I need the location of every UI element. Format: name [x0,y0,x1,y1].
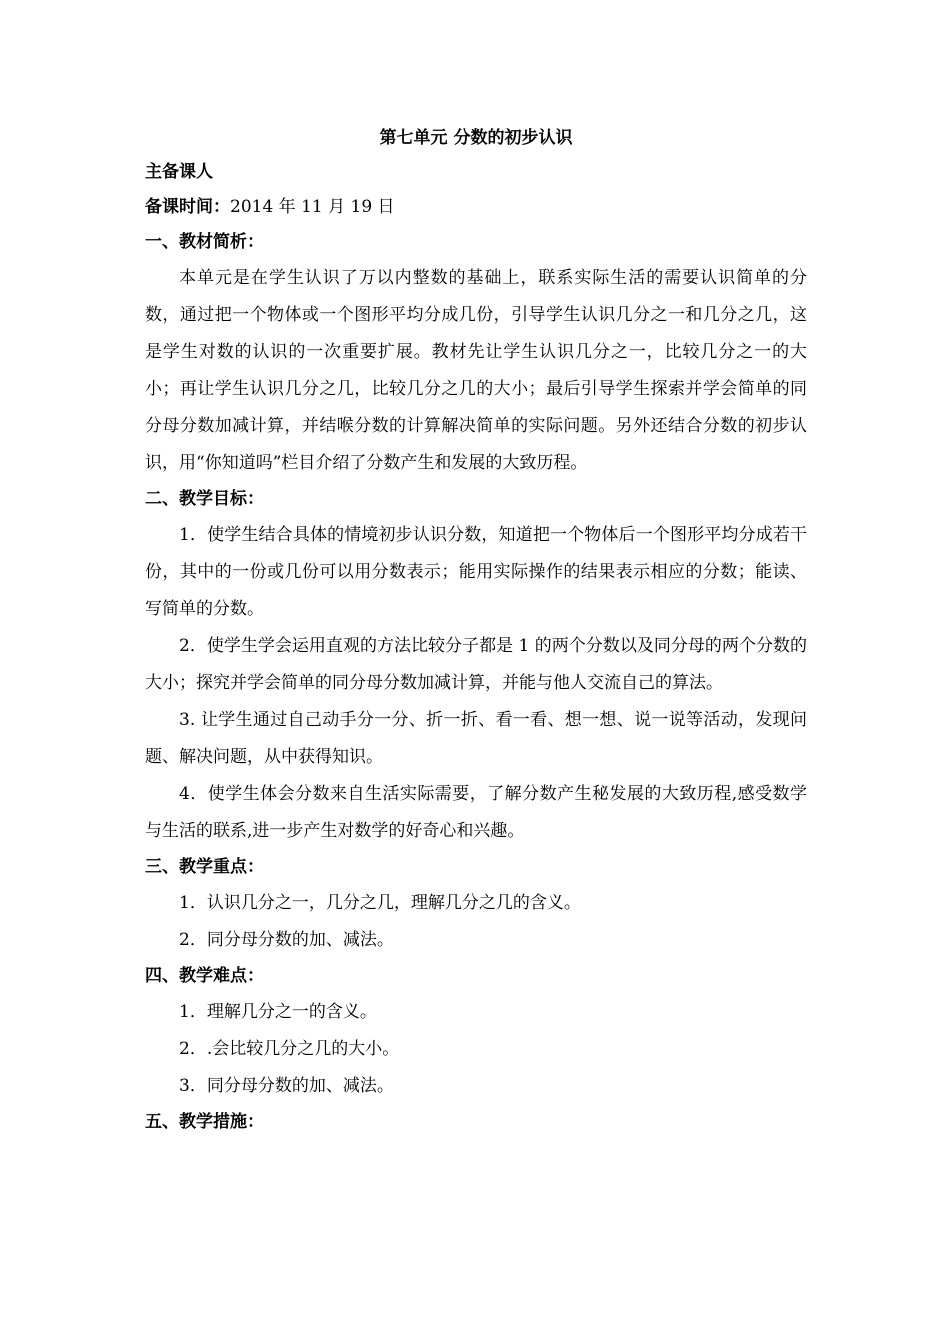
document-title: 第七单元 分数的初步认识 [379,128,573,148]
objective-item-4: 4．使学生体会分数来自生活实际需要，了解分数产生秘发展的大致历程,感受数学与生活的联系,进一步产生对数学的好奇心和兴趣。 [145,784,807,841]
objective-item-1: 1．使学生结合具体的情境初步认识分数，知道把一个物体后一个图形平均分成若干份，其中的一份或几份可以用分数表示；能用实际操作的结果表示相应的分数；能读、写简单的分数。 [145,525,807,619]
date-line [145,190,807,225]
analysis-paragraph: 本单元是在学生认识了万以内整数的基础上，联系实际生活的需要认识简单的分数，通过把一个物体或一个图形平均分成几份，引导学生认识几分之一和几分之几，这是学生对数的认识的一次重要扩展。教材先让学生认识几分之一，比较几分之一的大小；再让学生认识几分之几，比较几分之几的大小；最后引导学生探索并学会简单的同分母分数加减计算，并结喉分数的计算解决简单的实际问题。另外还结合分数的初步认识，用“你知道吗”栏目介绍了分数产生和发展的大致历程。 [145,268,807,473]
document-page [145,121,807,1140]
difficulty-item-1: 1．理解几分之一的含义。 [179,1002,377,1022]
section-heading-analysis: 一、教材简析： [145,232,264,252]
objective-item-2: 2．使学生学会运用直观的方法比较分子都是 1 的两个分数以及同分母的两个分数的大小；探究并学会简单的同分母分数加减计算，并能与他人交流自己的算法。 [145,636,807,693]
section-heading-difficulties: 四、教学难点： [145,966,264,986]
preparer-label: 主备课人 [145,162,213,182]
key-point-item-1: 1．认识几分之一，几分之几，理解几分之几的含义。 [179,893,581,913]
difficulty-item-3: 3．同分母分数的加、减法。 [179,1076,394,1096]
objective-item-3: 3. 让学生通过自己动手分一分、折一折、看一看、想一想、说一说等活动，发现问题、解决问题，从中获得知识。 [145,710,807,767]
section-heading-objectives: 二、教学目标： [145,489,264,509]
date-value: 2014 年 11 月 19 日 [230,197,395,217]
preparer-line [145,155,807,190]
difficulty-item-2: 2．.会比较几分之几的大小。 [179,1039,400,1059]
key-point-item-2: 2．同分母分数的加、减法。 [179,930,394,950]
date-label: 备课时间： [145,197,230,217]
section-heading-measures: 五、教学措施： [145,1112,264,1132]
section-heading-key-points: 三、教学重点： [145,857,264,877]
